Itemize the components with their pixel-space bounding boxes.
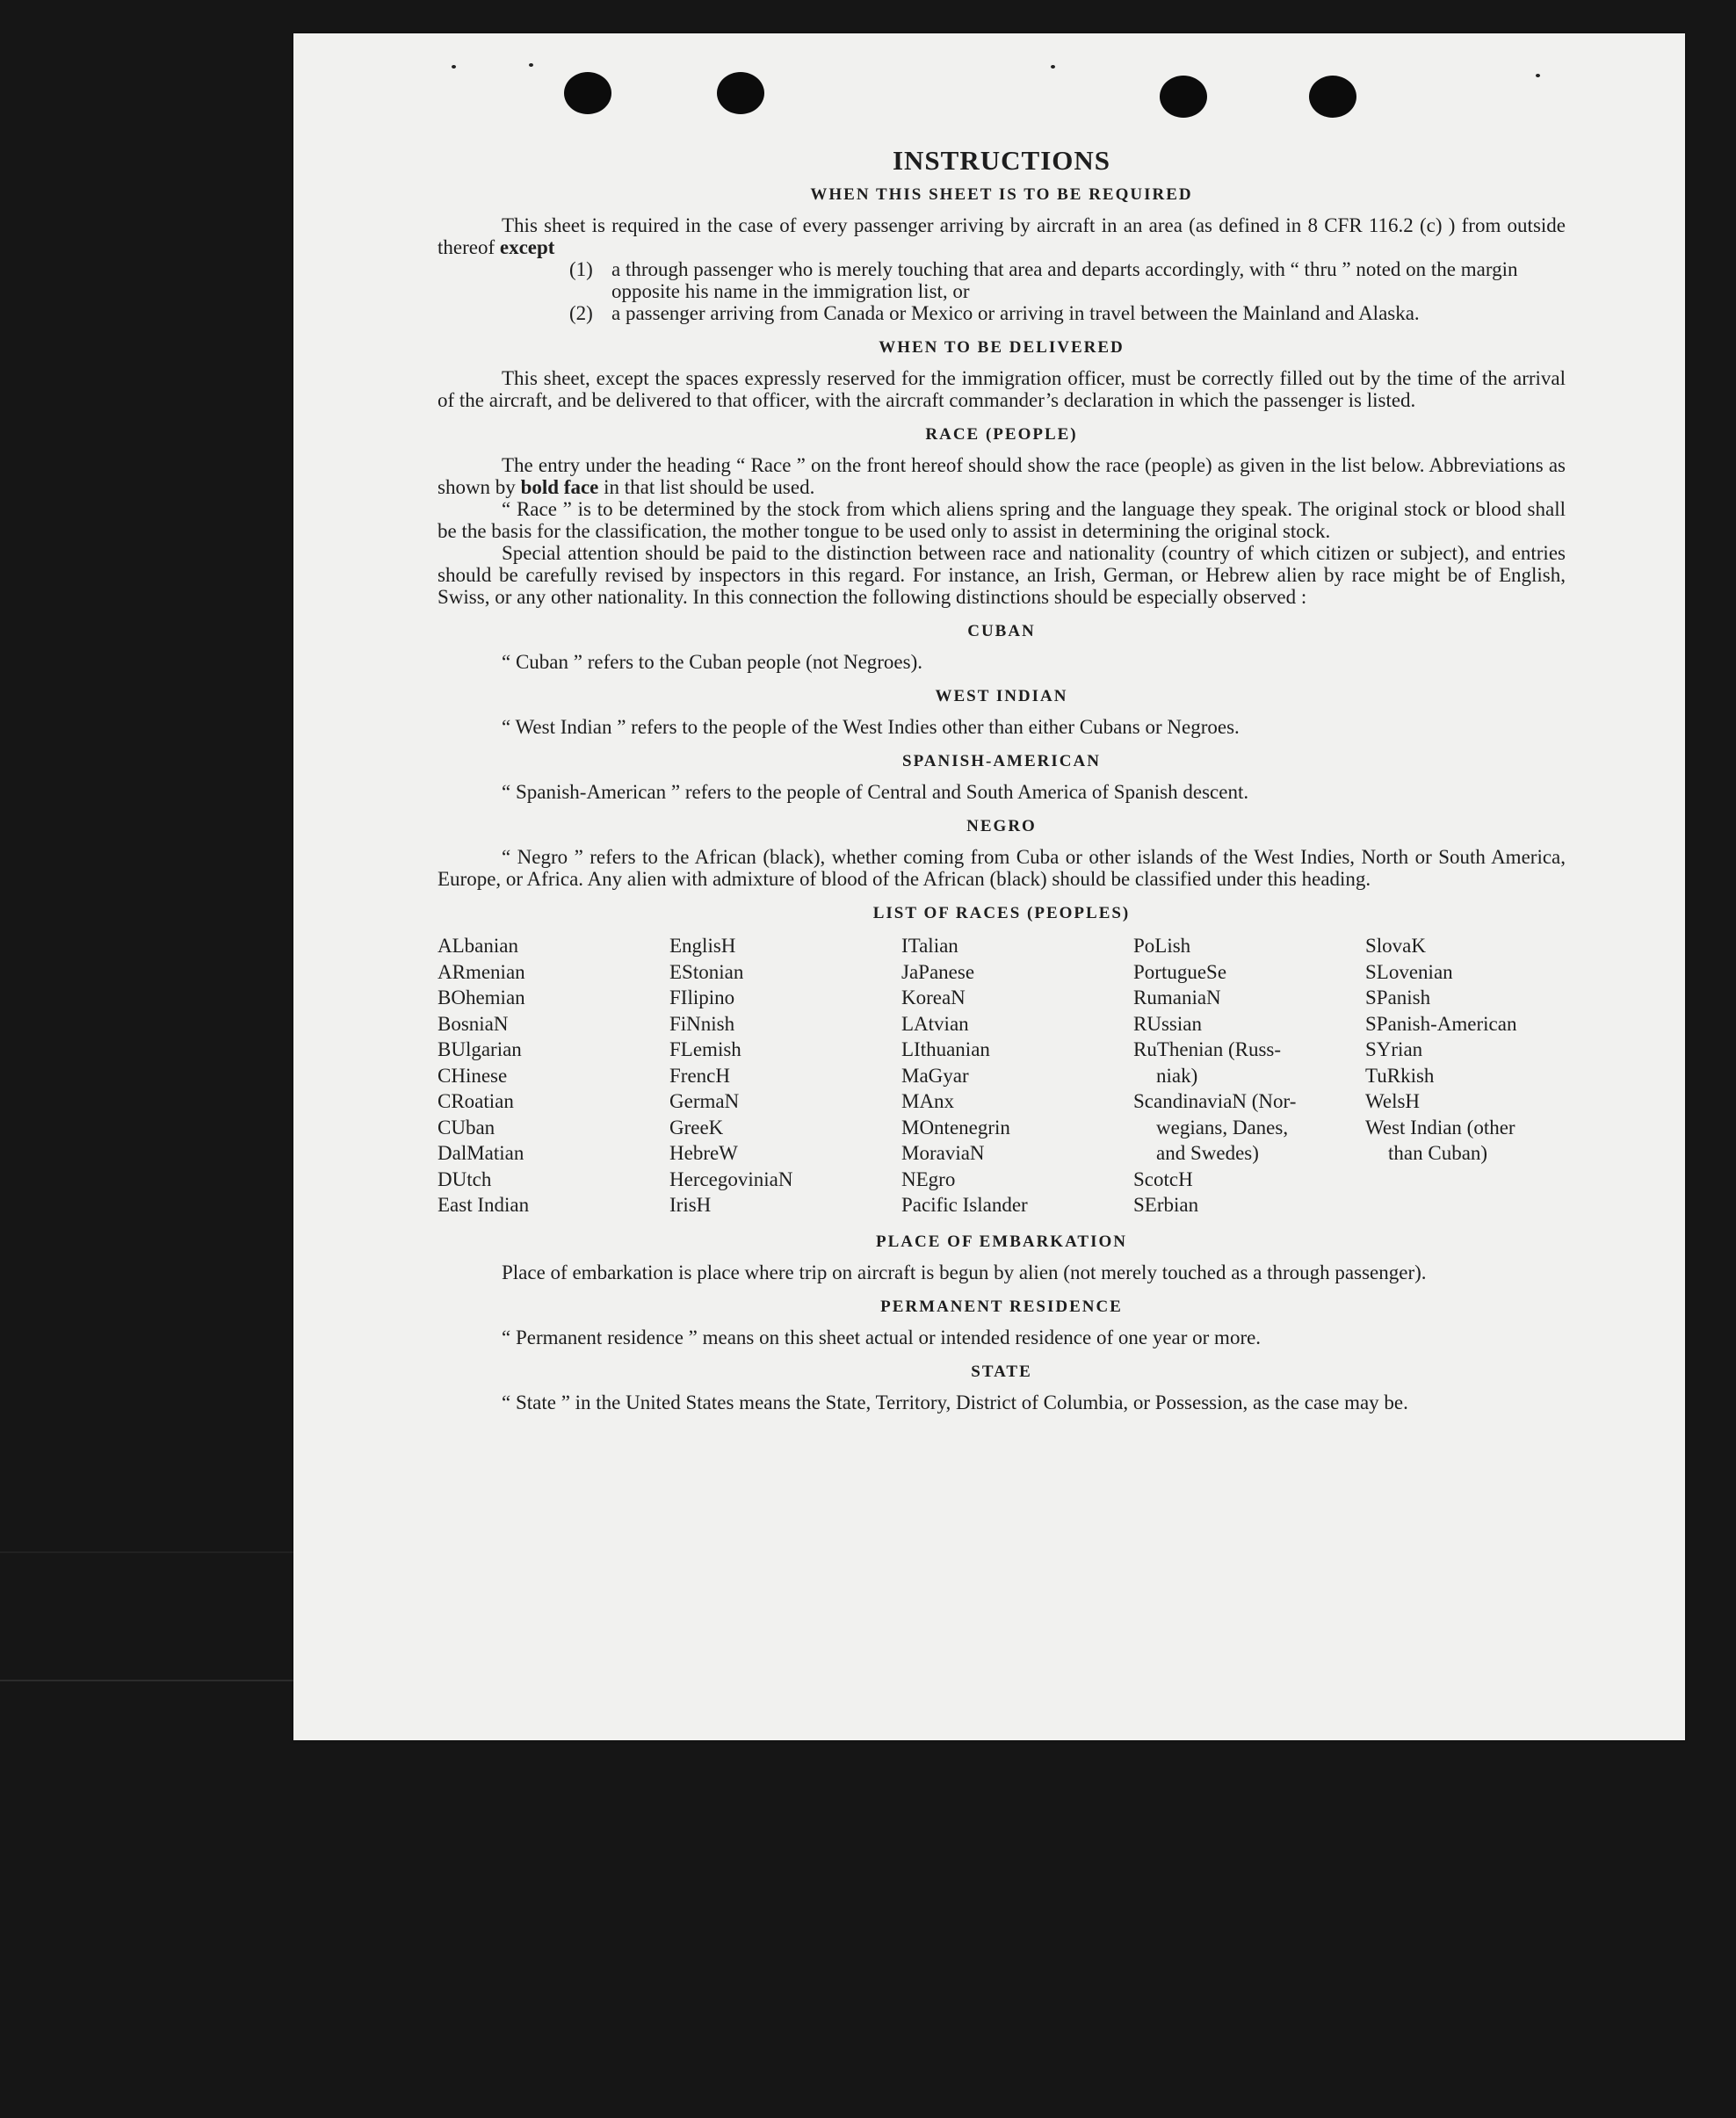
race-column xyxy=(669,933,901,1218)
race-entry: MaGyar xyxy=(901,1064,969,1087)
paragraph: “ Negro ” refers to the African (black), whether coming from Cuba or other islands of the West Indies, North or South America, Europe, or Africa. Any alien with admixture of blood of the African (black) should be classified under this heading. xyxy=(438,846,1566,890)
race-entry: TuRkish xyxy=(1365,1064,1435,1087)
race-entry: ITalian xyxy=(901,935,958,957)
scan-line xyxy=(0,1551,293,1553)
paragraph: “ Cuban ” refers to the Cuban people (not Negroes). xyxy=(502,651,923,673)
race-entry: GreeK xyxy=(669,1116,724,1139)
document-page xyxy=(293,33,1685,1740)
section-heading: WHEN THIS SHEET IS TO BE REQUIRED xyxy=(810,185,1193,204)
race-entry: PortugueSe xyxy=(1133,960,1227,983)
speck xyxy=(452,65,456,69)
race-entry: niak) xyxy=(1156,1064,1198,1087)
instructions-text xyxy=(438,145,1566,1413)
race-column xyxy=(1133,933,1365,1218)
race-entry: SPanish xyxy=(1365,987,1431,1008)
race-entry: MoraviaN xyxy=(901,1142,985,1164)
race-column xyxy=(438,933,669,1218)
race-entry: BosniaN xyxy=(438,1012,509,1035)
race-entry: ScotcH xyxy=(1133,1167,1193,1190)
race-entry: IrisH xyxy=(669,1194,712,1216)
race-entry: SErbian xyxy=(1133,1194,1199,1216)
race-entry: HebreW xyxy=(669,1142,738,1164)
race-entry: EStonian xyxy=(669,960,744,983)
paragraph: Special attention should be paid to the distinction between race and nationality (country of which citizen or subject), and entries should be carefully revised by inspectors in this regard. For instance, an Irish, German, or Hebrew alien by race might be of English, Swiss, or any other nationality. In this connection the following distinctions should be especially observed : xyxy=(438,542,1566,608)
race-entry: DalMatian xyxy=(438,1142,524,1164)
race-entry: SLovenian xyxy=(1365,960,1453,983)
paragraph: This sheet is required in the case of every passenger arriving by aircraft in an area (as defined in 8 CFR 116.2 (c) ) from outside thereof except xyxy=(438,214,1566,258)
race-entry: than Cuban) xyxy=(1388,1142,1488,1164)
race-entry: LAtvian xyxy=(901,1012,969,1035)
race-entry: RumaniaN xyxy=(1133,987,1221,1008)
section-heading: PLACE OF EMBARKATION xyxy=(876,1232,1127,1251)
paragraph: “ Spanish-American ” refers to the people of Central and South America of Spanish descent. xyxy=(502,781,1249,803)
race-list xyxy=(438,933,1566,1218)
section-heading: PERMANENT RESIDENCE xyxy=(880,1297,1123,1316)
race-entry: LIthuanian xyxy=(901,1038,990,1060)
section-heading: NEGRO xyxy=(966,817,1037,835)
race-entry: ScandinaviaN (Nor- xyxy=(1133,1090,1297,1112)
race-entry: BOhemian xyxy=(438,987,525,1008)
speck xyxy=(1051,65,1055,69)
paragraph: “ Permanent residence ” means on this sheet actual or intended residence of one year or more. xyxy=(502,1326,1262,1348)
race-entry: FIlipino xyxy=(669,987,735,1008)
list-item: (2) a passenger arriving from Canada or Mexico or arriving in travel between the Mainland and Alaska. xyxy=(569,302,1420,324)
paragraph: This sheet, except the spaces expressly reserved for the immigration officer, must be correctly filled out by the time of the arrival of the aircraft, and be delivered to that officer, with the aircraft commander’s declaration in which the passenger is listed. xyxy=(438,367,1566,411)
race-entry: NEgro xyxy=(901,1167,956,1190)
section-heading: WHEN TO BE DELIVERED xyxy=(879,338,1125,357)
race-entry: BUlgarian xyxy=(438,1038,522,1060)
race-entry: RUssian xyxy=(1133,1012,1202,1035)
race-entry: KoreaN xyxy=(901,987,966,1008)
race-entry: EnglisH xyxy=(669,935,736,957)
race-entry: CUban xyxy=(438,1116,495,1139)
race-entry: MAnx xyxy=(901,1090,955,1112)
punch-hole xyxy=(1160,76,1207,118)
list-item: (1) a through passenger who is merely touching that area and departs accordingly, with “ thru ” noted on the margin opposite his name in the immigration list, or xyxy=(569,258,1518,302)
section-heading: RACE (PEOPLE) xyxy=(925,425,1078,444)
paragraph: “ State ” in the United States means the State, Territory, District of Columbia, or Possession, as the case may be. xyxy=(502,1391,1408,1413)
scan-line xyxy=(0,1680,293,1681)
race-entry: RuThenian (Russ- xyxy=(1133,1038,1282,1060)
race-entry: HercegoviniaN xyxy=(669,1167,793,1190)
race-column xyxy=(1365,933,1597,1218)
section-heading: LIST OF RACES (PEOPLES) xyxy=(872,904,1131,922)
race-entry: DUtch xyxy=(438,1167,492,1190)
race-entry: FiNnish xyxy=(669,1012,735,1035)
race-entry: WelsH xyxy=(1365,1090,1421,1112)
race-entry: SYrian xyxy=(1365,1038,1423,1060)
race-entry: Pacific Islander xyxy=(901,1194,1028,1216)
paragraph: Place of embarkation is place where trip on aircraft is begun by alien (not merely touched as a through passenger). xyxy=(502,1261,1427,1283)
race-entry: MOntenegrin xyxy=(901,1116,1010,1139)
section-heading: WEST INDIAN xyxy=(935,687,1068,705)
race-entry: East Indian xyxy=(438,1194,530,1216)
race-entry: SlovaK xyxy=(1365,935,1426,957)
section-heading: SPANISH-AMERICAN xyxy=(902,752,1101,770)
race-entry: SPanish-American xyxy=(1365,1012,1517,1035)
race-entry: CRoatian xyxy=(438,1090,514,1112)
race-entry: PoLish xyxy=(1133,935,1191,957)
page-title: INSTRUCTIONS xyxy=(892,145,1110,176)
race-entry: GermaN xyxy=(669,1090,740,1112)
race-entry: FrencH xyxy=(669,1064,730,1087)
race-entry: JaPanese xyxy=(901,960,975,983)
section-heading: CUBAN xyxy=(967,622,1036,640)
paragraph: “ Race ” is to be determined by the stock from which aliens spring and the language they speak. The original stock or blood shall be the basis for the classification, the mother tongue to be used only to assist in determining the original stock. xyxy=(438,498,1566,542)
punch-hole xyxy=(564,72,611,114)
speck xyxy=(529,63,533,67)
race-entry: West Indian (other xyxy=(1365,1116,1515,1139)
race-entry: ALbanian xyxy=(438,935,518,957)
race-column xyxy=(901,933,1133,1218)
speck xyxy=(1536,74,1540,77)
paragraph: “ West Indian ” refers to the people of the West Indies other than either Cubans or Negroes. xyxy=(502,716,1240,738)
section-heading: STATE xyxy=(971,1362,1032,1381)
paragraph: The entry under the heading “ Race ” on the front hereof should show the race (people) as given in the list below. Abbreviations as shown by bold face in that list should be used. xyxy=(438,454,1566,498)
race-entry: and Swedes) xyxy=(1156,1142,1259,1164)
punch-hole xyxy=(717,72,764,114)
race-entry: wegians, Danes, xyxy=(1156,1116,1289,1139)
race-entry: CHinese xyxy=(438,1064,508,1087)
punch-hole xyxy=(1309,76,1356,118)
race-entry: ARmenian xyxy=(438,960,525,983)
race-entry: FLemish xyxy=(669,1038,741,1060)
